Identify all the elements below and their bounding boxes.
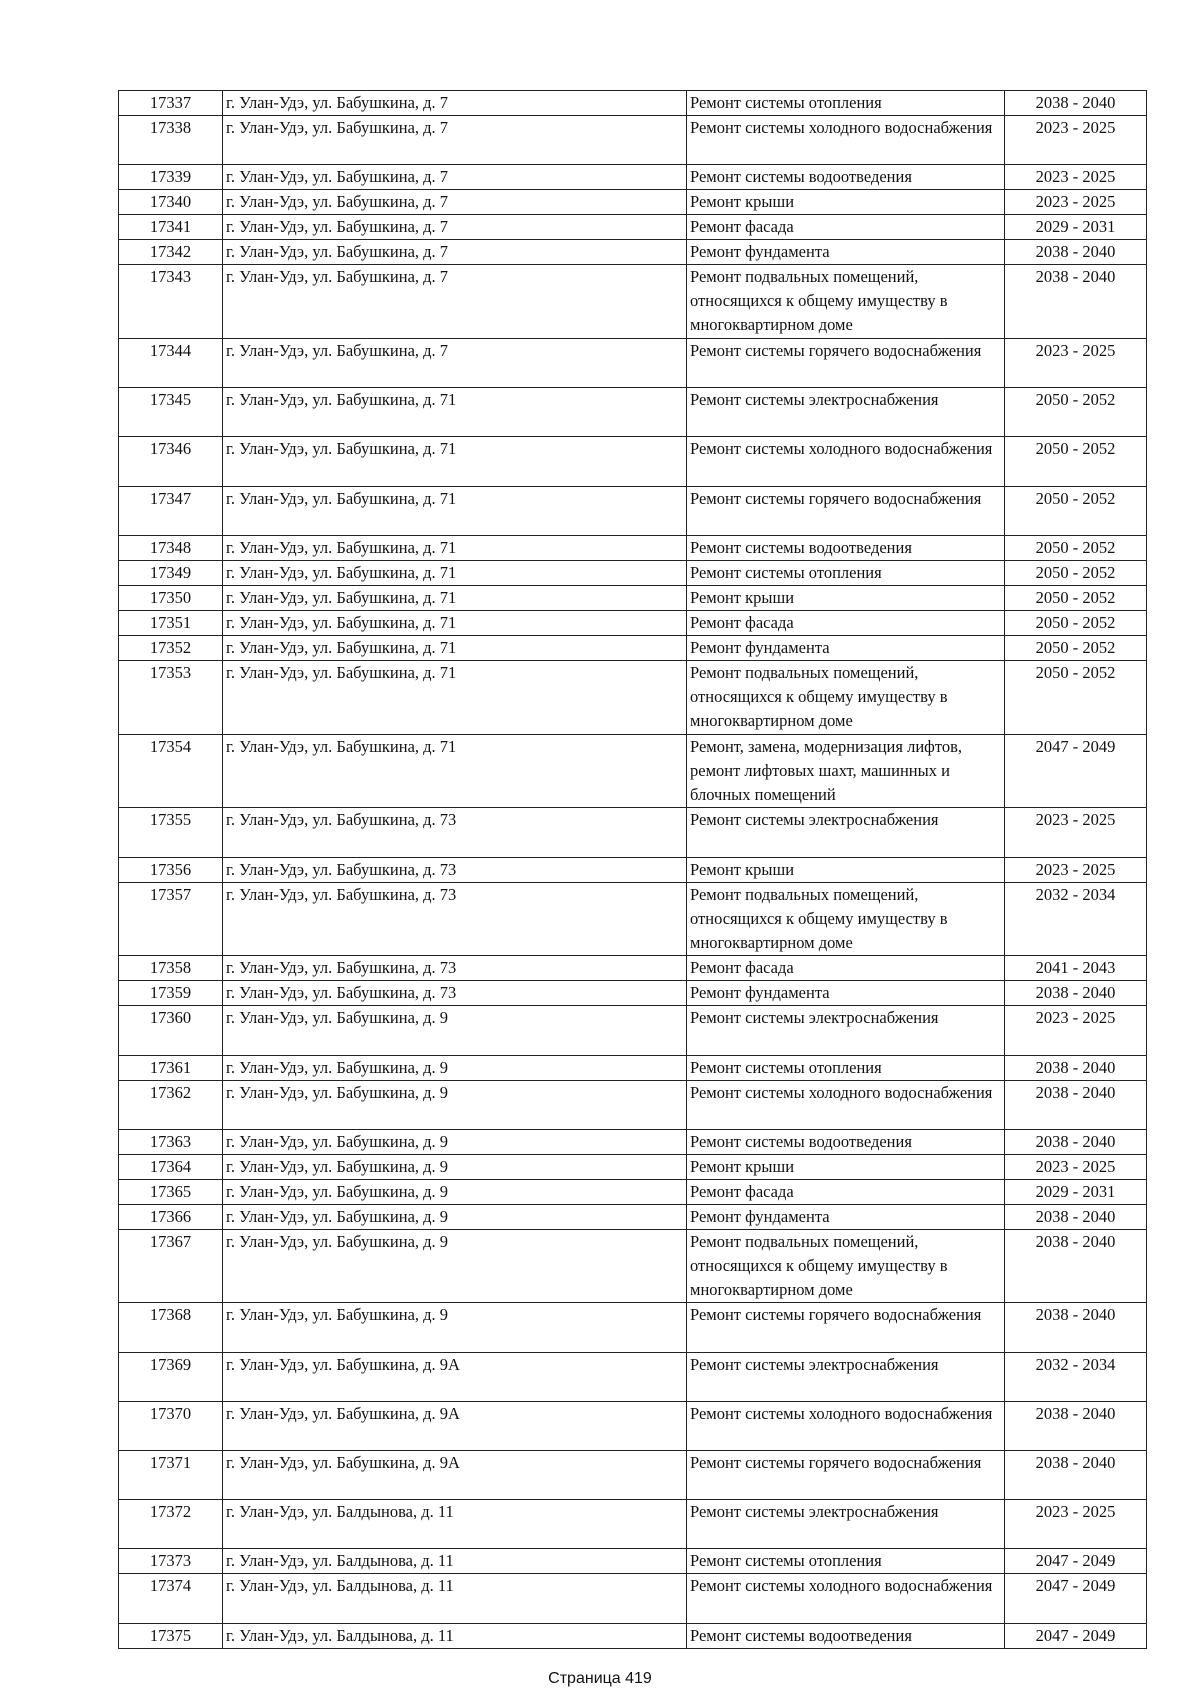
row-period: 2047 - 2049 xyxy=(1005,1623,1147,1648)
row-work-type: Ремонт системы отопления xyxy=(687,1055,1005,1080)
row-address: г. Улан-Удэ, ул. Бабушкина, д. 9А xyxy=(223,1401,687,1450)
row-work-type: Ремонт подвальных помещений, относящихся к общему имуществу в многоквартирном доме xyxy=(687,882,1005,956)
row-address: г. Улан-Удэ, ул. Бабушкина, д. 71 xyxy=(223,486,687,535)
row-number: 17374 xyxy=(119,1574,223,1623)
row-work-type: Ремонт системы отопления xyxy=(687,1549,1005,1574)
row-work-type: Ремонт фундамента xyxy=(687,1204,1005,1229)
row-address: г. Улан-Удэ, ул. Бабушкина, д. 71 xyxy=(223,437,687,486)
table-row xyxy=(119,1055,1147,1080)
row-address: г. Улан-Удэ, ул. Бабушкина, д. 71 xyxy=(223,560,687,585)
table-row xyxy=(119,1500,1147,1549)
row-number: 17337 xyxy=(119,91,223,116)
table-row xyxy=(119,1006,1147,1055)
row-work-type: Ремонт системы электроснабжения xyxy=(687,808,1005,857)
table-row xyxy=(119,1179,1147,1204)
row-number: 17364 xyxy=(119,1154,223,1179)
row-address: г. Улан-Удэ, ул. Бабушкина, д. 71 xyxy=(223,660,687,734)
row-number: 17362 xyxy=(119,1080,223,1129)
row-work-type: Ремонт системы горячего водоснабжения xyxy=(687,338,1005,387)
row-number: 17363 xyxy=(119,1129,223,1154)
row-address: г. Улан-Удэ, ул. Бабушкина, д. 73 xyxy=(223,857,687,882)
row-work-type: Ремонт крыши xyxy=(687,857,1005,882)
row-number: 17339 xyxy=(119,165,223,190)
row-work-type: Ремонт, замена, модернизация лифтов, ремонт лифтовых шахт, машинных и блочных помещений xyxy=(687,734,1005,808)
page-number: Страница 419 xyxy=(548,1670,652,1687)
row-period: 2023 - 2025 xyxy=(1005,116,1147,165)
row-period: 2038 - 2040 xyxy=(1005,240,1147,265)
row-period: 2050 - 2052 xyxy=(1005,388,1147,437)
row-address: г. Улан-Удэ, ул. Бабушкина, д. 9А xyxy=(223,1451,687,1500)
row-address: г. Улан-Удэ, ул. Бабушкина, д. 7 xyxy=(223,116,687,165)
row-period: 2050 - 2052 xyxy=(1005,486,1147,535)
row-period: 2038 - 2040 xyxy=(1005,1129,1147,1154)
row-work-type: Ремонт системы электроснабжения xyxy=(687,1006,1005,1055)
row-work-type: Ремонт системы водоотведения xyxy=(687,165,1005,190)
row-address: г. Улан-Удэ, ул. Бабушкина, д. 71 xyxy=(223,388,687,437)
row-number: 17366 xyxy=(119,1204,223,1229)
row-period: 2023 - 2025 xyxy=(1005,1154,1147,1179)
row-work-type: Ремонт системы горячего водоснабжения xyxy=(687,1451,1005,1500)
row-number: 17345 xyxy=(119,388,223,437)
row-address: г. Улан-Удэ, ул. Бабушкина, д. 9 xyxy=(223,1229,687,1303)
row-address: г. Улан-Удэ, ул. Бабушкина, д. 7 xyxy=(223,240,687,265)
table-row xyxy=(119,265,1147,339)
row-work-type: Ремонт подвальных помещений, относящихся к общему имуществу в многоквартирном доме xyxy=(687,1229,1005,1303)
row-address: г. Улан-Удэ, ул. Бабушкина, д. 9 xyxy=(223,1154,687,1179)
row-work-type: Ремонт системы водоотведения xyxy=(687,535,1005,560)
row-work-type: Ремонт системы холодного водоснабжения xyxy=(687,116,1005,165)
row-period: 2050 - 2052 xyxy=(1005,635,1147,660)
row-work-type: Ремонт фасада xyxy=(687,1179,1005,1204)
row-number: 17355 xyxy=(119,808,223,857)
row-address: г. Улан-Удэ, ул. Балдынова, д. 11 xyxy=(223,1549,687,1574)
row-number: 17371 xyxy=(119,1451,223,1500)
row-number: 17368 xyxy=(119,1303,223,1352)
row-work-type: Ремонт подвальных помещений, относящихся к общему имуществу в многоквартирном доме xyxy=(687,265,1005,339)
row-address: г. Улан-Удэ, ул. Бабушкина, д. 9 xyxy=(223,1179,687,1204)
row-period: 2038 - 2040 xyxy=(1005,1451,1147,1500)
row-period: 2032 - 2034 xyxy=(1005,882,1147,956)
table-row xyxy=(119,1401,1147,1450)
table-row xyxy=(119,190,1147,215)
table-row xyxy=(119,808,1147,857)
row-number: 17361 xyxy=(119,1055,223,1080)
row-address: г. Улан-Удэ, ул. Балдынова, д. 11 xyxy=(223,1500,687,1549)
row-address: г. Улан-Удэ, ул. Бабушкина, д. 73 xyxy=(223,981,687,1006)
row-work-type: Ремонт системы водоотведения xyxy=(687,1129,1005,1154)
row-work-type: Ремонт фасада xyxy=(687,610,1005,635)
table-row xyxy=(119,91,1147,116)
table-row xyxy=(119,660,1147,734)
row-work-type: Ремонт фасада xyxy=(687,215,1005,240)
row-period: 2038 - 2040 xyxy=(1005,1401,1147,1450)
row-period: 2038 - 2040 xyxy=(1005,91,1147,116)
row-number: 17365 xyxy=(119,1179,223,1204)
row-address: г. Улан-Удэ, ул. Бабушкина, д. 9 xyxy=(223,1055,687,1080)
row-work-type: Ремонт крыши xyxy=(687,190,1005,215)
row-period: 2050 - 2052 xyxy=(1005,585,1147,610)
table-row xyxy=(119,585,1147,610)
row-number: 17338 xyxy=(119,116,223,165)
row-number: 17370 xyxy=(119,1401,223,1450)
row-address: г. Улан-Удэ, ул. Бабушкина, д. 9 xyxy=(223,1080,687,1129)
row-period: 2038 - 2040 xyxy=(1005,1229,1147,1303)
table-row xyxy=(119,981,1147,1006)
row-period: 2023 - 2025 xyxy=(1005,1500,1147,1549)
row-number: 17348 xyxy=(119,535,223,560)
row-address: г. Улан-Удэ, ул. Балдынова, д. 11 xyxy=(223,1623,687,1648)
table-row xyxy=(119,857,1147,882)
row-address: г. Улан-Удэ, ул. Бабушкина, д. 71 xyxy=(223,535,687,560)
table-row xyxy=(119,882,1147,956)
row-work-type: Ремонт системы отопления xyxy=(687,560,1005,585)
row-number: 17344 xyxy=(119,338,223,387)
row-period: 2050 - 2052 xyxy=(1005,560,1147,585)
row-address: г. Улан-Удэ, ул. Бабушкина, д. 9 xyxy=(223,1204,687,1229)
row-period: 2038 - 2040 xyxy=(1005,1204,1147,1229)
row-number: 17372 xyxy=(119,1500,223,1549)
row-period: 2038 - 2040 xyxy=(1005,265,1147,339)
row-number: 17347 xyxy=(119,486,223,535)
row-work-type: Ремонт системы холодного водоснабжения xyxy=(687,1574,1005,1623)
row-period: 2050 - 2052 xyxy=(1005,437,1147,486)
row-period: 2029 - 2031 xyxy=(1005,215,1147,240)
row-number: 17346 xyxy=(119,437,223,486)
row-work-type: Ремонт системы электроснабжения xyxy=(687,388,1005,437)
table-row xyxy=(119,165,1147,190)
row-work-type: Ремонт системы холодного водоснабжения xyxy=(687,1401,1005,1450)
row-number: 17352 xyxy=(119,635,223,660)
row-period: 2029 - 2031 xyxy=(1005,1179,1147,1204)
row-number: 17359 xyxy=(119,981,223,1006)
row-address: г. Улан-Удэ, ул. Балдынова, д. 11 xyxy=(223,1574,687,1623)
row-work-type: Ремонт подвальных помещений, относящихся к общему имуществу в многоквартирном доме xyxy=(687,660,1005,734)
table-row xyxy=(119,1154,1147,1179)
row-number: 17350 xyxy=(119,585,223,610)
table-row xyxy=(119,1623,1147,1648)
row-work-type: Ремонт системы отопления xyxy=(687,91,1005,116)
row-number: 17360 xyxy=(119,1006,223,1055)
table-body xyxy=(119,91,1147,1649)
row-period: 2023 - 2025 xyxy=(1005,165,1147,190)
table-row xyxy=(119,338,1147,387)
table-row xyxy=(119,240,1147,265)
table-row xyxy=(119,1303,1147,1352)
row-work-type: Ремонт фундамента xyxy=(687,240,1005,265)
row-address: г. Улан-Удэ, ул. Бабушкина, д. 9 xyxy=(223,1006,687,1055)
row-address: г. Улан-Удэ, ул. Бабушкина, д. 71 xyxy=(223,585,687,610)
table-row xyxy=(119,1352,1147,1401)
row-work-type: Ремонт системы водоотведения xyxy=(687,1623,1005,1648)
row-number: 17373 xyxy=(119,1549,223,1574)
table-row xyxy=(119,610,1147,635)
row-number: 17356 xyxy=(119,857,223,882)
row-period: 2023 - 2025 xyxy=(1005,808,1147,857)
table-row xyxy=(119,1204,1147,1229)
row-work-type: Ремонт крыши xyxy=(687,585,1005,610)
row-address: г. Улан-Удэ, ул. Бабушкина, д. 7 xyxy=(223,190,687,215)
row-address: г. Улан-Удэ, ул. Бабушкина, д. 7 xyxy=(223,338,687,387)
row-period: 2023 - 2025 xyxy=(1005,338,1147,387)
row-number: 17353 xyxy=(119,660,223,734)
row-work-type: Ремонт системы холодного водоснабжения xyxy=(687,437,1005,486)
table-row xyxy=(119,1574,1147,1623)
row-address: г. Улан-Удэ, ул. Бабушкина, д. 73 xyxy=(223,808,687,857)
row-work-type: Ремонт системы холодного водоснабжения xyxy=(687,1080,1005,1129)
row-number: 17341 xyxy=(119,215,223,240)
table-row xyxy=(119,535,1147,560)
row-address: г. Улан-Удэ, ул. Бабушкина, д. 73 xyxy=(223,956,687,981)
row-address: г. Улан-Удэ, ул. Бабушкина, д. 7 xyxy=(223,215,687,240)
row-work-type: Ремонт системы горячего водоснабжения xyxy=(687,486,1005,535)
row-period: 2038 - 2040 xyxy=(1005,1080,1147,1129)
row-address: г. Улан-Удэ, ул. Бабушкина, д. 71 xyxy=(223,635,687,660)
table-row xyxy=(119,486,1147,535)
row-number: 17342 xyxy=(119,240,223,265)
row-address: г. Улан-Удэ, ул. Бабушкина, д. 9 xyxy=(223,1303,687,1352)
table-row xyxy=(119,1549,1147,1574)
table-row xyxy=(119,560,1147,585)
row-work-type: Ремонт фасада xyxy=(687,956,1005,981)
row-period: 2023 - 2025 xyxy=(1005,857,1147,882)
row-number: 17369 xyxy=(119,1352,223,1401)
table-row xyxy=(119,215,1147,240)
row-period: 2038 - 2040 xyxy=(1005,1055,1147,1080)
table-row xyxy=(119,1129,1147,1154)
row-number: 17351 xyxy=(119,610,223,635)
table-row xyxy=(119,734,1147,808)
row-number: 17357 xyxy=(119,882,223,956)
row-work-type: Ремонт фундамента xyxy=(687,635,1005,660)
row-address: г. Улан-Удэ, ул. Бабушкина, д. 7 xyxy=(223,265,687,339)
row-number: 17343 xyxy=(119,265,223,339)
row-period: 2047 - 2049 xyxy=(1005,734,1147,808)
row-period: 2050 - 2052 xyxy=(1005,610,1147,635)
table-row xyxy=(119,437,1147,486)
row-work-type: Ремонт системы электроснабжения xyxy=(687,1352,1005,1401)
table-row xyxy=(119,388,1147,437)
row-period: 2047 - 2049 xyxy=(1005,1549,1147,1574)
row-address: г. Улан-Удэ, ул. Бабушкина, д. 9 xyxy=(223,1129,687,1154)
table-row xyxy=(119,1229,1147,1303)
row-work-type: Ремонт системы электроснабжения xyxy=(687,1500,1005,1549)
row-period: 2023 - 2025 xyxy=(1005,1006,1147,1055)
row-period: 2038 - 2040 xyxy=(1005,981,1147,1006)
row-address: г. Улан-Удэ, ул. Бабушкина, д. 71 xyxy=(223,610,687,635)
row-number: 17340 xyxy=(119,190,223,215)
row-address: г. Улан-Удэ, ул. Бабушкина, д. 73 xyxy=(223,882,687,956)
table-row xyxy=(119,1080,1147,1129)
row-work-type: Ремонт фундамента xyxy=(687,981,1005,1006)
row-period: 2023 - 2025 xyxy=(1005,190,1147,215)
row-period: 2041 - 2043 xyxy=(1005,956,1147,981)
row-address: г. Улан-Удэ, ул. Бабушкина, д. 7 xyxy=(223,165,687,190)
row-period: 2047 - 2049 xyxy=(1005,1574,1147,1623)
row-address: г. Улан-Удэ, ул. Бабушкина, д. 7 xyxy=(223,91,687,116)
row-number: 17349 xyxy=(119,560,223,585)
row-period: 2050 - 2052 xyxy=(1005,660,1147,734)
row-period: 2050 - 2052 xyxy=(1005,535,1147,560)
row-number: 17354 xyxy=(119,734,223,808)
row-address: г. Улан-Удэ, ул. Бабушкина, д. 71 xyxy=(223,734,687,808)
row-work-type: Ремонт крыши xyxy=(687,1154,1005,1179)
row-number: 17367 xyxy=(119,1229,223,1303)
repair-schedule-table xyxy=(118,90,1147,1649)
table-row xyxy=(119,635,1147,660)
row-work-type: Ремонт системы горячего водоснабжения xyxy=(687,1303,1005,1352)
row-period: 2038 - 2040 xyxy=(1005,1303,1147,1352)
row-address: г. Улан-Удэ, ул. Бабушкина, д. 9А xyxy=(223,1352,687,1401)
row-number: 17358 xyxy=(119,956,223,981)
table-row xyxy=(119,1451,1147,1500)
table-row xyxy=(119,116,1147,165)
row-period: 2032 - 2034 xyxy=(1005,1352,1147,1401)
row-number: 17375 xyxy=(119,1623,223,1648)
table-row xyxy=(119,956,1147,981)
